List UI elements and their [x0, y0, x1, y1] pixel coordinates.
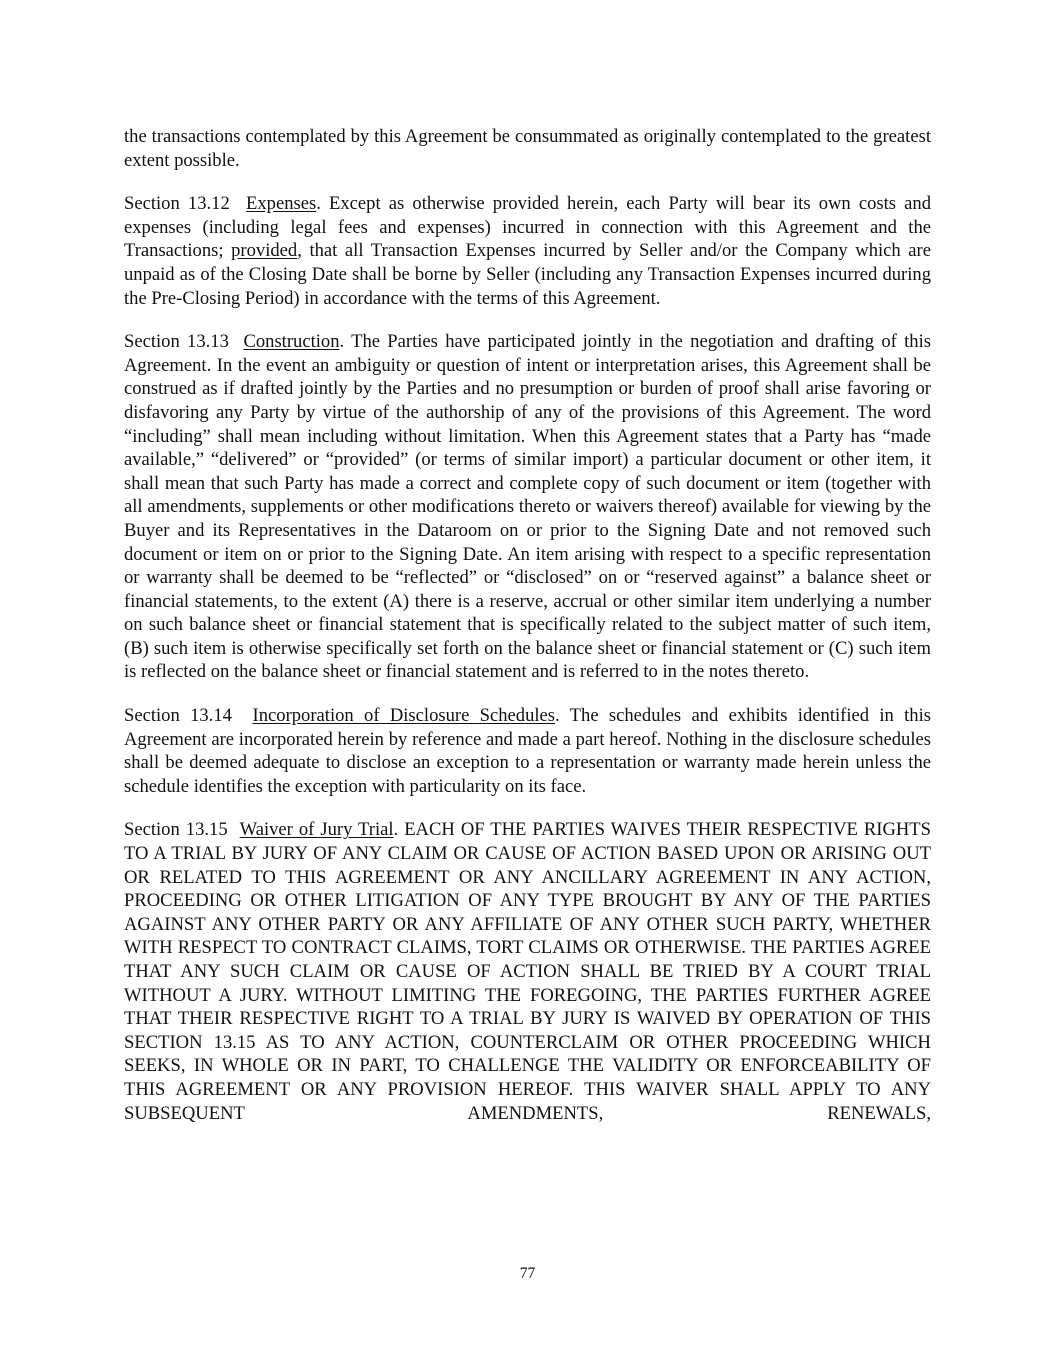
section-13-12-expenses	[124, 192, 931, 310]
section-13-15-waiver-of-jury-trial	[124, 818, 931, 1125]
section-text: . The schedules and exhibits identified in this Agreement are incorporated herein by reference and made a part hereof. Nothing in the disclosure schedules shall be deemed adequate to disclose an exception to a representation or warranty made herein unless the schedule identifies the exception with particularity on its face.	[124, 705, 931, 797]
section-number: Section 13.14	[124, 705, 232, 727]
paragraph-continuation	[124, 125, 931, 172]
section-text: . EACH OF THE PARTIES WAIVES THEIR RESPECTIVE RIGHTS TO A TRIAL BY JURY OF ANY CLAIM OR CAUSE OF ACTION BASED UPON OR ARISING OUT OR RELATED TO THIS AGREEMENT OR ANY ANCILLARY AGREEMENT IN ANY ACTION, PROCEEDING OR OTHER LITIGATION OF ANY TYPE BROUGHT BY ANY OF THE PARTIES AGAINST ANY OTHER PARTY OR ANY AFFILIATE OF ANY OTHER SUCH PARTY, WHETHER WITH RESPECT TO CONTRACT CLAIMS, TORT CLAIMS OR OTHERWISE. THE PARTIES AGREE THAT ANY SUCH CLAIM OR CAUSE OF ACTION SHALL BE TRIED BY A COURT TRIAL WITHOUT A JURY. WITHOUT LIMITING THE FOREGOING, THE PARTIES FURTHER AGREE THAT THEIR RESPECTIVE RIGHT TO A TRIAL BY JURY IS WAIVED BY OPERATION OF THIS SECTION 13.15 AS TO ANY ACTION, COUNTERCLAIM OR OTHER PROCEEDING WHICH SEEKS, IN WHOLE OR IN PART, TO CHALLENGE THE VALIDITY OR ENFORCEABILITY OF THIS AGREEMENT OR ANY PROVISION HEREOF. THIS WAIVER SHALL APPLY TO ANY SUBSEQUENT AMENDMENTS, RENEWALS,	[124, 819, 932, 1124]
section-number: Section 13.12	[124, 193, 230, 215]
paragraph-text: the transactions contemplated by this Agreement be consummated as originally contemplated to the greatest extent possible.	[124, 126, 931, 171]
page-number: 77	[519, 1265, 536, 1282]
document-page-body	[124, 125, 931, 1145]
section-number: Section 13.13	[124, 331, 229, 353]
section-text-continued: , that all Transaction Expenses incurred by Seller and/or the Company which are unpaid as of the Closing Date shall be borne by Seller (including any Transaction Expenses incurred during the Pre-Closing Period) in accordance with the terms of this Agreement.	[124, 240, 931, 309]
section-heading: Construction	[243, 331, 340, 353]
section-heading: Waiver of Jury Trial	[239, 819, 394, 841]
provided-term: provided	[231, 240, 298, 262]
section-text: . The Parties have participated jointly in the negotiation and drafting of this Agreement. In the event an ambiguity or question of intent or interpretation arises, this Agreement shall be construed as if drafted jointly by the Parties and no presumption or burden of proof shall arise favoring or disfavoring any Party by virtue of the authorship of any of the provisions of this Agreement. The word “including” shall mean including without limitation. When this Agreement states that a Party has “made available,” “delivered” or “provided” (or terms of similar import) a particular document or other item, it shall mean that such Party has made a correct and complete copy of such document or item (together with all amendments, supplements or other modifications thereto or waivers thereof) available for viewing by the Buyer and its Representatives in the Dataroom on or prior to the Signing Date and not removed such document or item on or prior to the Signing Date. An item arising with respect to a specific representation or warranty shall be deemed to be “reflected” or “disclosed” on or “reserved against” a balance sheet or financial statements, to the extent (A) there is a reserve, accrual or other similar item underlying a number on such balance sheet or financial statement that is specifically related to the subject matter of such item, (B) such item is otherwise specifically set forth on the balance sheet or financial statement or (C) such item is reflected on the balance sheet or financial statement and is referred to in the notes thereto.	[124, 331, 931, 683]
section-heading: Incorporation of Disclosure Schedules	[252, 705, 556, 727]
section-13-13-construction	[124, 330, 931, 684]
section-number: Section 13.15	[124, 819, 228, 841]
section-text: . Except as otherwise provided herein, each Party will bear its own costs and expenses (including legal fees and expenses) incurred in connection with this Agreement and the Transactions;	[124, 193, 932, 262]
section-heading: Expenses	[246, 193, 317, 215]
section-13-14-disclosure-schedules	[124, 704, 931, 798]
